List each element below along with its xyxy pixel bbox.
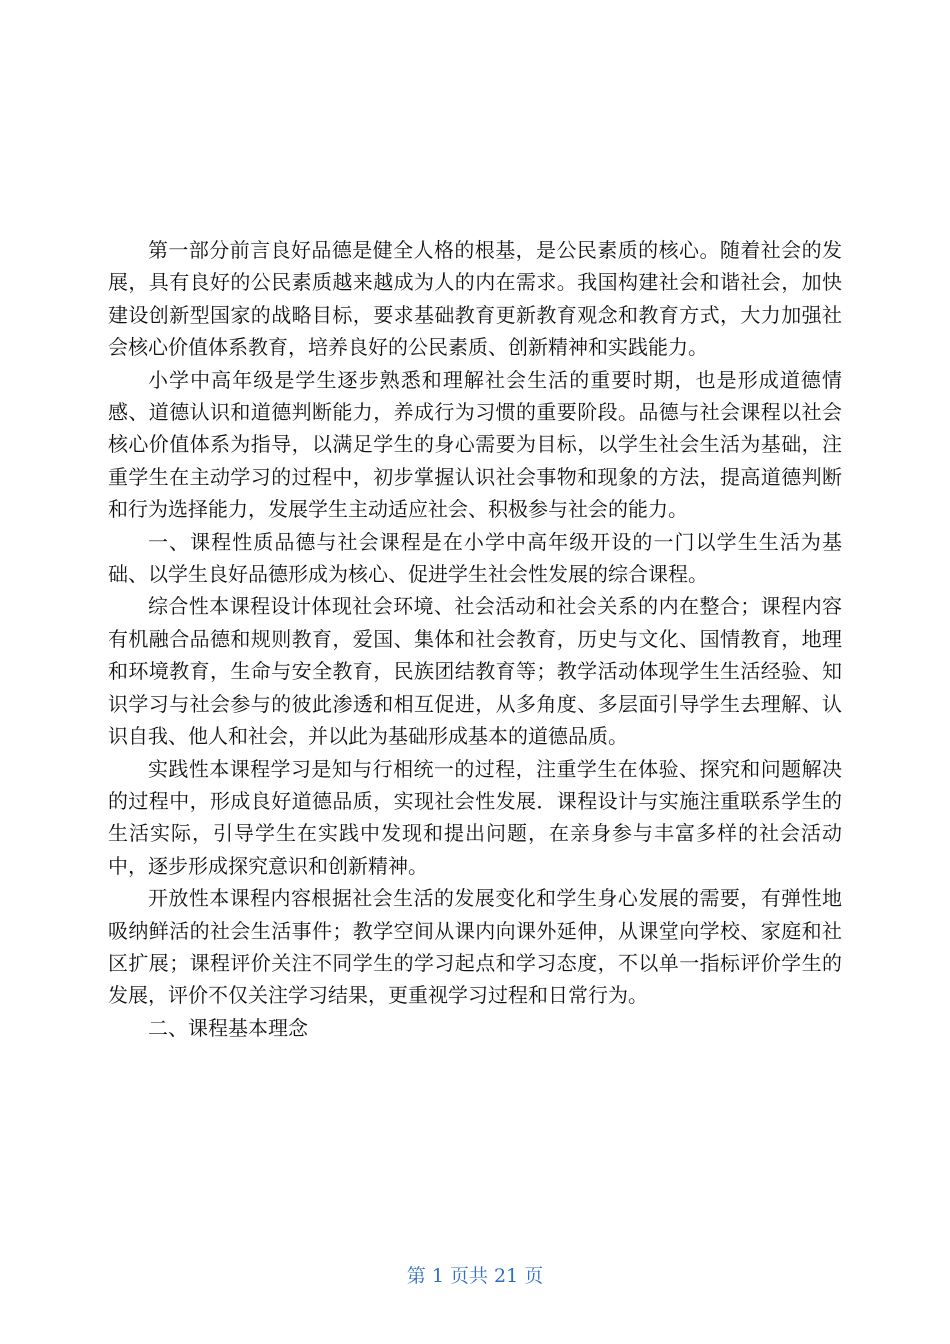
page-number-footer: 第 1 页共 21 页	[406, 1265, 544, 1287]
document-body	[108, 234, 842, 1044]
paragraph-open: 开放性本课程内容根据社会生活的发展变化和学生身心发展的需要，有弹性地吸纳鲜活的社会生活事件；教学空间从课内向课外延伸，从课堂向学校、家庭和社区扩展；课程评价关注不同学生的学习起点和学习态度，不以单一指标评价学生的发展，评价不仅关注学习结果，更重视学习过程和日常行为。	[108, 886, 842, 1008]
paragraph-comprehensive: 综合性本课程设计体现社会环境、社会活动和社会关系的内在整合；课程内容有机融合品德和规则教育，爱国、集体和社会教育，历史与文化、国情教育，地理和环境教育，生命与安全教育，民族团结教育等；教学活动体现学生生活经验、知识学习与社会参与的彼此渗透和相互促进，从多角度、多层面引导学生去理解、认识自我、他人和社会，并以此为基础形成基本的道德品质。	[108, 594, 842, 749]
paragraph-preface: 第一部分前言良好品德是健全人格的根基，是公民素质的核心。随着社会的发展，具有良好的公民素质越来越成为人的内在需求。我国构建社会和谐社会，加快建设创新型国家的战略目标，要求基础教育更新教育观念和教育方式，大力加强社会核心价值体系教育，培养良好的公民素质、创新精神和实践能力。	[108, 238, 842, 360]
paragraph-grade-stage: 小学中高年级是学生逐步熟悉和理解社会生活的重要时期，也是形成道德情感、道德认识和道德判断能力，养成行为习惯的重要阶段。品德与社会课程以社会核心价值体系为指导，以满足学生的身心需要为目标，以学生社会生活为基础，注重学生在主动学习的过程中，初步掌握认识社会事物和现象的方法，提高道德判断和行为选择能力，发展学生主动适应社会、积极参与社会的能力。	[108, 367, 842, 522]
section-heading-basic-concepts: 二、课程基本理念	[148, 1015, 308, 1040]
paragraph-course-nature: 一、课程性质品德与社会课程是在小学中高年级开设的一门以学生生活为基础、以学生良好品德形成为核心、促进学生社会性发展的综合课程。	[108, 529, 842, 587]
paragraph-practical: 实践性本课程学习是知与行相统一的过程，注重学生在体验、探究和问题解决的过程中，形成良好道德品质，实现社会性发展．课程设计与实施注重联系学生的生活实际，引导学生在实践中发现和提出问题，在亲身参与丰富多样的社会活动中，逐步形成探究意识和创新精神。	[108, 756, 842, 878]
